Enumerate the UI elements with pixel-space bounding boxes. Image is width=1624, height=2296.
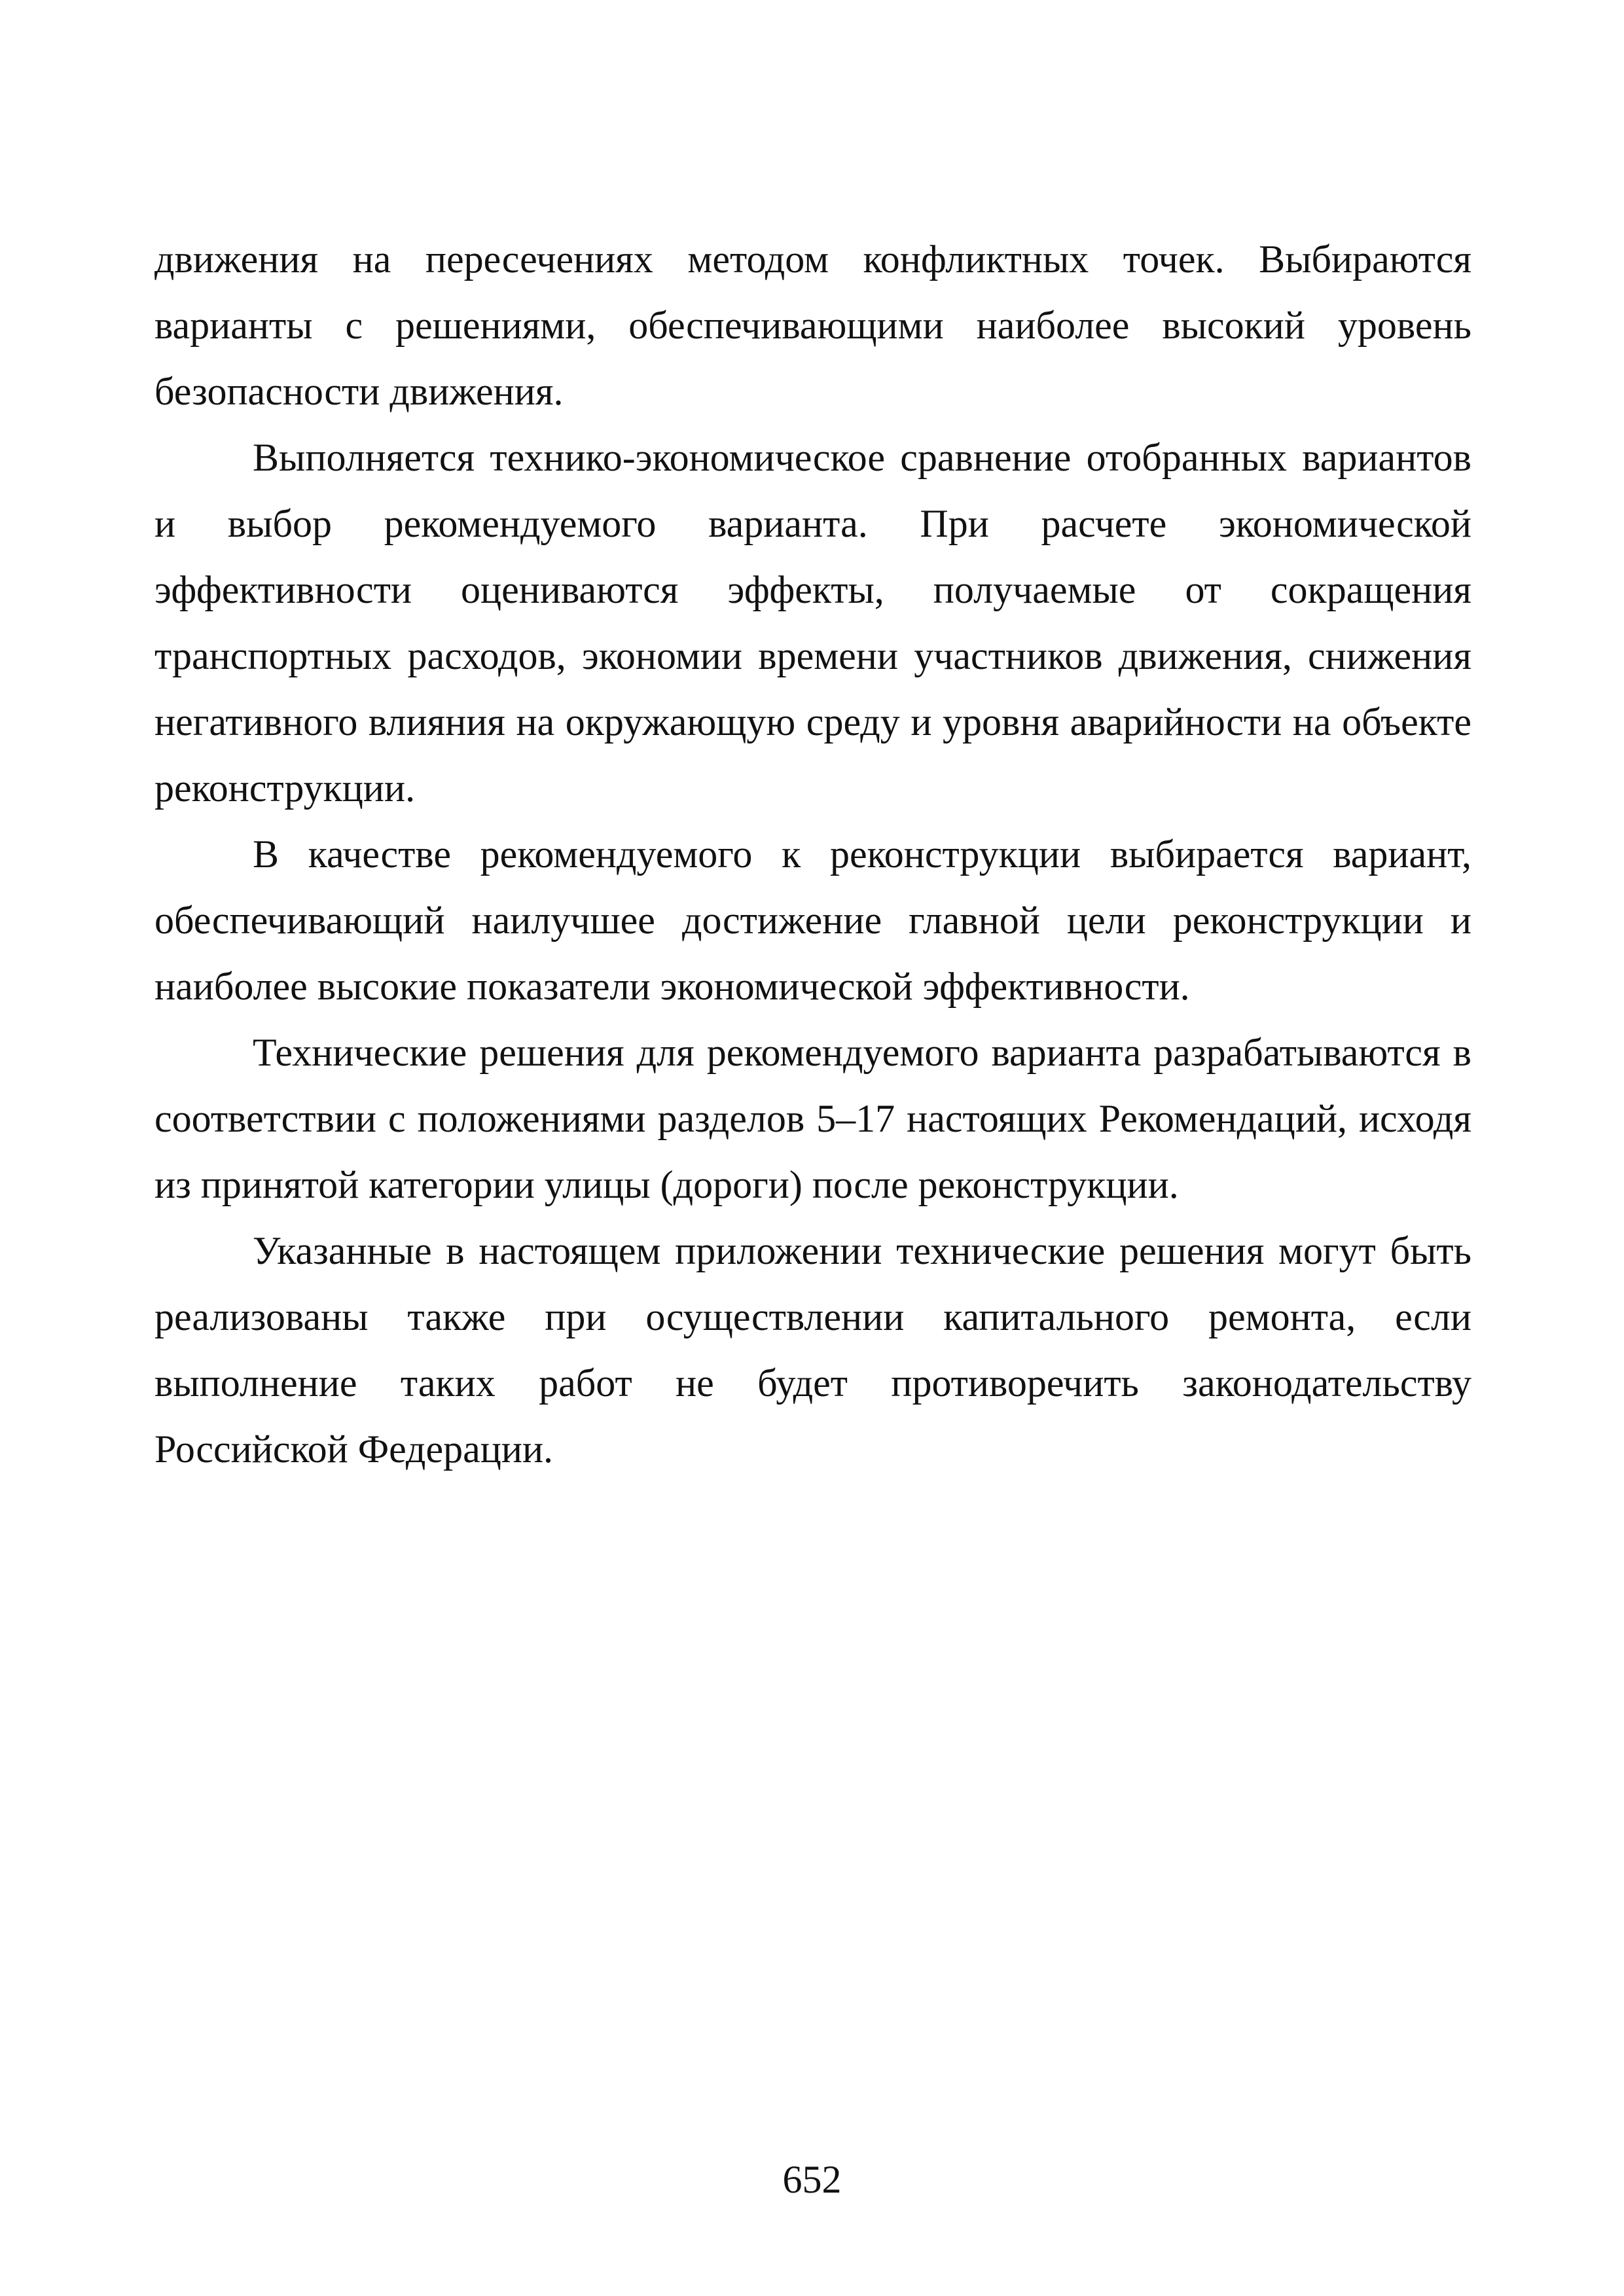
page-number: 652 — [782, 2158, 842, 2201]
paragraph-capital-repair: Указанные в настоящем приложении технические решения могут быть реализованы также при осуществлении капитального ремонта, если выполнение таких работ не будет противоречить законодательству Российской Федерации. — [154, 1229, 1471, 1471]
paragraph-technical-economic-comparison: Выполняется технико-экономическое сравнение отобранных вариантов и выбор рекомендуемого варианта. При расчете экономической эффективности оцениваются эффекты, получаемые от сокращения транспортных расходов, экономии времени участников движения, снижения негативного влияния на окружающую среду и уровня аварийности на объекте реконструкции. — [154, 436, 1471, 810]
body-text — [154, 226, 1471, 1482]
paragraph-continuation: движения на пересечениях методом конфликтных точек. Выбираются варианты с решениями, обеспечивающими наиболее высокий уровень безопасности движения. — [154, 238, 1471, 413]
paragraph-recommended-variant: В качестве рекомендуемого к реконструкции выбирается вариант, обеспечивающий наилучшее достижение главной цели реконструкции и наиболее высокие показатели экономической эффективности. — [154, 833, 1471, 1008]
paragraph-technical-solutions: Технические решения для рекомендуемого варианта разрабатываются в соответствии с положениями разделов 5–17 настоящих Рекомендаций, исходя из принятой категории улицы (дороги) после реконструкции. — [154, 1031, 1471, 1206]
